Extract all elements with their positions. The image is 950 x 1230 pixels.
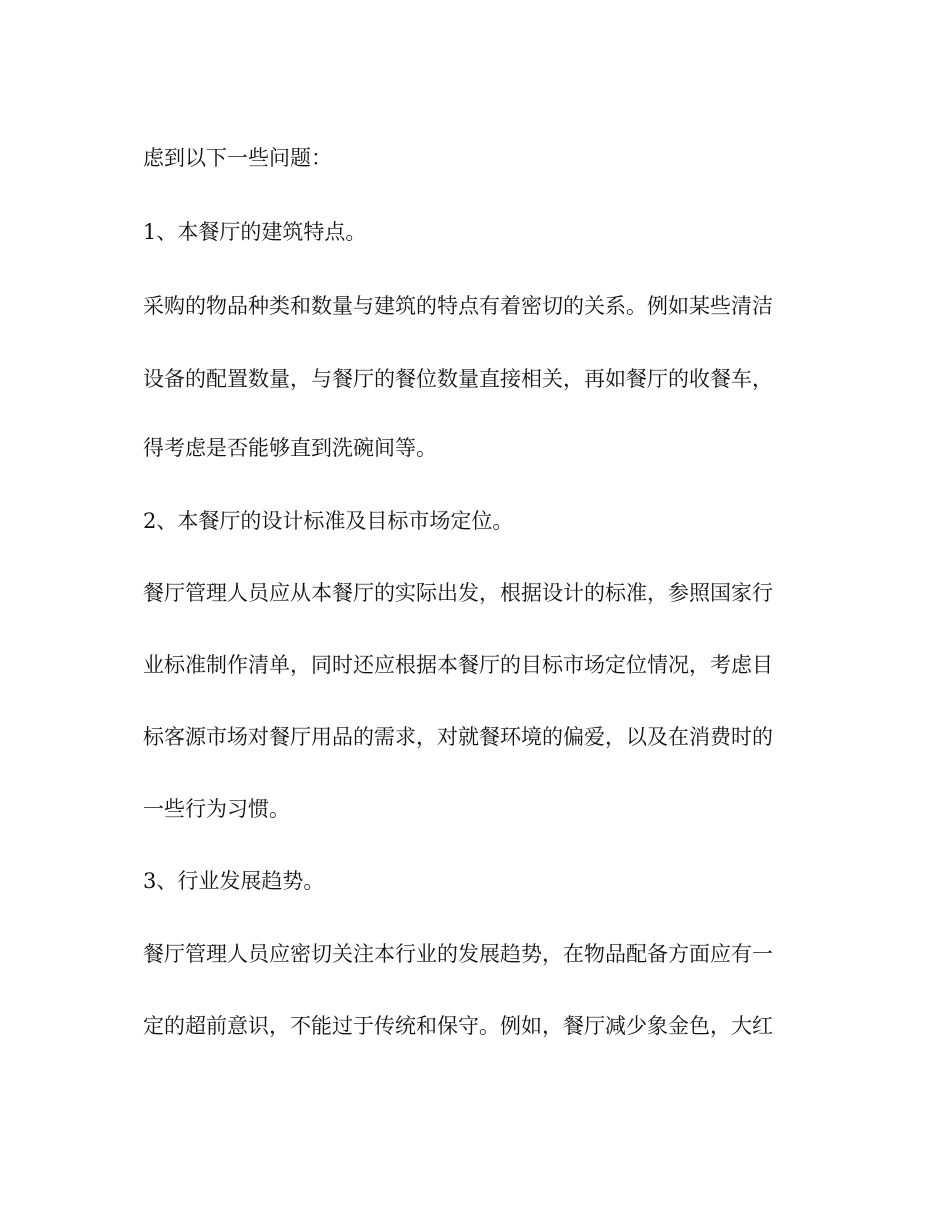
text-line: 虑到以下一些问题： xyxy=(143,146,332,170)
text-line: 一些行为习惯。 xyxy=(143,797,290,821)
text-line: 定的超前意识，不能过于传统和保守。例如，餐厅减少象金色，大红 xyxy=(143,1014,773,1038)
text-line: 餐厅管理人员应从本餐厅的实际出发，根据设计的标准，参照国家行 xyxy=(143,581,773,605)
text-line: 1、本餐厅的建筑特点。 xyxy=(143,220,367,244)
text-line: 设备的配置数量，与餐厅的餐位数量直接相关，再如餐厅的收餐车， xyxy=(143,367,773,391)
text-line: 得考虑是否能够直到洗碗间等。 xyxy=(143,436,437,460)
text-line: 业标准制作清单，同时还应根据本餐厅的目标市场定位情况，考虑目 xyxy=(143,653,773,677)
text-line: 2、本餐厅的设计标准及目标市场定位。 xyxy=(143,509,514,533)
text-line: 标客源市场对餐厅用品的需求，对就餐环境的偏爱，以及在消费时的 xyxy=(143,725,773,749)
text-line: 餐厅管理人员应密切关注本行业的发展趋势，在物品配备方面应有一 xyxy=(143,942,773,966)
text-line: 3、行业发展趋势。 xyxy=(143,869,325,893)
text-line: 采购的物品种类和数量与建筑的特点有着密切的关系。例如某些清洁 xyxy=(143,294,773,318)
